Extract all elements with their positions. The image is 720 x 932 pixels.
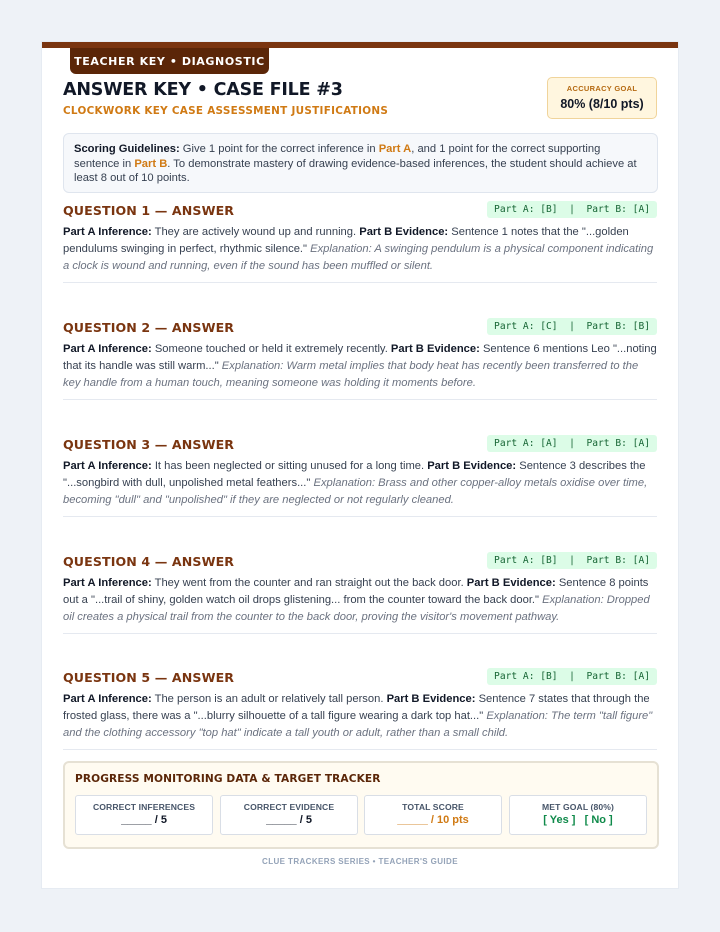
met-goal-field[interactable]	[509, 795, 647, 835]
accuracy-goal-badge	[547, 77, 657, 119]
answer-key-sheet	[42, 42, 678, 888]
answer-key-badge: Part A: [B] | Part B: [A]	[487, 552, 657, 569]
question-body	[63, 575, 657, 626]
evidence-text: Sentence 7 states that through the frosted glass, there was a "...blurry silhouette of a tall figure wearing a dark top hat..."	[63, 693, 650, 722]
tracker-cell-label: TOTAL SCORE	[402, 802, 464, 812]
explanation-text: Explanation: A swinging pendulum is a physical component indicating a clock is wound and running, even if the sound has been muffled or silent.	[63, 243, 654, 272]
guidelines-text-3: . To demonstrate mastery of drawing evidence-based inferences, the student should achieve at least 8 out of 10 points.	[74, 157, 637, 185]
correct-evidence-field[interactable]	[220, 795, 358, 835]
explanation-text: Explanation: Warm metal implies that body heat has recently been transferred to the key handle from a human touch, meaning someone was holding it moments before.	[63, 360, 639, 389]
question-title: QUESTION 4 — ANSWER	[63, 554, 235, 569]
page-footer: CLUE TRACKERS SERIES • TEACHER'S GUIDE	[262, 857, 458, 866]
progress-tracker	[63, 761, 659, 849]
teacher-key-tab: TEACHER KEY • DIAGNOSTIC	[70, 48, 269, 74]
evidence-text: Sentence 3 describes the "...songbird with dull, unpolished metal feathers..."	[63, 460, 646, 489]
question-body	[63, 458, 657, 509]
question-1-answer	[63, 201, 657, 283]
inference-text: Someone touched or held it extremely recently.	[154, 343, 388, 355]
tracker-cell-label: CORRECT EVIDENCE	[243, 802, 335, 812]
page-title: ANSWER KEY • CASE FILE #3	[63, 80, 343, 100]
tracker-title: PROGRESS MONITORING DATA & TARGET TRACKER	[75, 773, 381, 785]
evidence-label: Part B Evidence:	[359, 226, 449, 238]
inference-label: Part A Inference:	[63, 577, 152, 589]
evidence-text: Sentence 1 notes that the "...golden pendulums swinging in perfect, rhythmic silence."	[63, 226, 629, 255]
tracker-cell-value: _____ / 5	[121, 814, 167, 826]
inference-text: The person is an adult or relatively tall person.	[154, 693, 384, 705]
total-score-field[interactable]	[364, 795, 502, 835]
answer-key-badge: Part A: [C] | Part B: [B]	[487, 318, 657, 335]
tracker-cell-label: CORRECT INFERENCES	[92, 802, 196, 812]
accuracy-goal-label: ACCURACY GOAL	[566, 84, 638, 93]
question-title: QUESTION 3 — ANSWER	[63, 437, 235, 452]
inference-text: It has been neglected or sitting unused for a long time.	[154, 460, 425, 472]
inference-label: Part A Inference:	[63, 343, 152, 355]
guidelines-part-a: Part A	[378, 143, 412, 155]
evidence-label: Part B Evidence:	[466, 577, 556, 589]
inference-label: Part A Inference:	[63, 693, 152, 705]
scoring-guidelines	[63, 133, 658, 193]
accuracy-goal-value: 80% (8/10 pts)	[560, 97, 644, 111]
guidelines-label: Scoring Guidelines:	[74, 143, 180, 155]
question-title: QUESTION 2 — ANSWER	[63, 320, 235, 335]
question-title: QUESTION 1 — ANSWER	[63, 203, 235, 218]
correct-inferences-field[interactable]	[75, 795, 213, 835]
explanation-text: Explanation: Brass and other copper-alloy metals oxidise over time, becoming "dull" and "unpolished" if they are neglected or not regularly cleaned.	[63, 477, 648, 506]
answer-key-badge: Part A: [A] | Part B: [A]	[487, 435, 657, 452]
inference-label: Part A Inference:	[63, 226, 152, 238]
inference-text: They are actively wound up and running.	[154, 226, 357, 238]
evidence-label: Part B Evidence:	[427, 460, 517, 472]
tracker-cell-value: _____ / 5	[266, 814, 312, 826]
tracker-cell-label: MET GOAL (80%)	[542, 802, 614, 812]
question-2-answer	[63, 318, 657, 400]
guidelines-text-2: , and 1 point for the correct supporting sentence in	[74, 143, 601, 170]
page-subtitle: CLOCKWORK KEY CASE ASSESSMENT JUSTIFICATIONS	[63, 105, 389, 117]
guidelines-text-1: Give 1 point for the correct inference in	[179, 143, 379, 155]
inference-label: Part A Inference:	[63, 460, 152, 472]
inference-text: They went from the counter and ran straight out the back door.	[154, 577, 464, 589]
question-body	[63, 224, 657, 275]
question-body	[63, 691, 657, 742]
evidence-label: Part B Evidence:	[386, 693, 476, 705]
evidence-label: Part B Evidence:	[390, 343, 480, 355]
answer-key-badge: Part A: [B] | Part B: [A]	[487, 668, 657, 685]
evidence-text: Sentence 8 points out a "...trail of shiny, golden watch oil drops glistening... from the counter toward the back door."	[63, 577, 649, 606]
explanation-text: Explanation: Dropped oil creates a physical trail from the counter to the back door, proving the visitor's movement pathway.	[63, 594, 650, 623]
explanation-text: Explanation: The term "tall figure" and the clothing accessory "top hat" indicate a tall youth or adult, rather than a small child.	[63, 710, 653, 739]
evidence-text: Sentence 6 mentions Leo "...noting that its handle was still warm..."	[63, 343, 657, 372]
question-title: QUESTION 5 — ANSWER	[63, 670, 235, 685]
question-body	[63, 341, 657, 392]
question-4-answer	[63, 552, 657, 634]
tracker-cell-value: _____ / 10 pts	[397, 814, 469, 826]
tracker-cell-value: [ Yes ] [ No ]	[543, 814, 613, 826]
answer-key-badge: Part A: [B] | Part B: [A]	[487, 201, 657, 218]
guidelines-part-b: Part B	[134, 157, 168, 170]
question-5-answer	[63, 668, 657, 750]
question-3-answer	[63, 435, 657, 517]
